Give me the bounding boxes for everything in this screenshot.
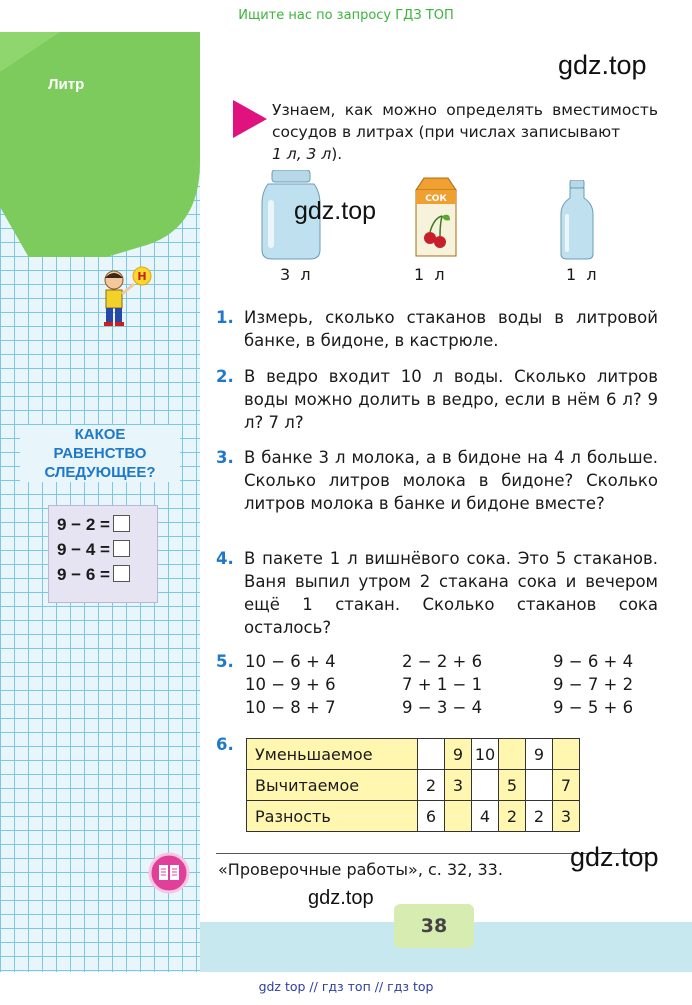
watermark: gdz.top: [558, 50, 647, 80]
answer-square: [113, 540, 130, 557]
section-title: Литр: [48, 76, 85, 93]
equation: 9 − 6 =: [57, 565, 110, 584]
answer-square: [113, 565, 130, 582]
watermark: gdz.top: [294, 197, 377, 225]
bottom-links[interactable]: gdz top // гдз топ // гдз top: [0, 972, 692, 1005]
task-1: [216, 306, 658, 352]
table-cell: 10: [472, 739, 499, 770]
table-cell: 2: [499, 801, 526, 832]
table-cell: 7: [553, 770, 580, 801]
table-cell: [418, 739, 445, 770]
watermark: gdz.top: [570, 842, 659, 872]
row-header: Уменьшаемое: [247, 739, 418, 770]
expression: 10 − 6 + 4: [245, 652, 336, 671]
table-cell: 6: [418, 801, 445, 832]
footer-note: «Проверочные работы», с. 32, 33.: [218, 860, 503, 879]
task-text: Измерь, сколько стаканов воды в литровой банке, в бидоне, в кастрюле.: [244, 308, 658, 350]
equation: 9 − 4 =: [57, 540, 110, 559]
equation-box: [48, 505, 158, 603]
book-icon: [148, 852, 190, 894]
intro-sentence: Узнаем, как можно определять вместимость сосудов в литрах (при числах записывают: [272, 101, 658, 141]
expression: 9 − 5 + 6: [553, 698, 634, 717]
table-cell: 2: [526, 801, 553, 832]
carton-label: СОК: [425, 194, 447, 204]
task-number: 6.: [216, 735, 234, 754]
expression: 9 − 6 + 4: [553, 652, 634, 671]
question-line: КАКОЕ: [74, 426, 126, 443]
table-row: [247, 801, 580, 832]
page-number: 38: [394, 904, 474, 948]
bottle-icon: [558, 180, 596, 260]
task-4: [216, 547, 658, 639]
table-cell: [445, 801, 472, 832]
task-number: 3.: [216, 448, 234, 467]
table-cell: 2: [418, 770, 445, 801]
table-cell: 3: [445, 770, 472, 801]
equation-row: [57, 539, 130, 561]
table-cell: [472, 770, 499, 801]
subtraction-table: [246, 738, 580, 832]
task-number: 1.: [216, 308, 234, 327]
question-line: СЛЕДУЮЩЕЕ?: [44, 464, 156, 481]
table-cell: [499, 739, 526, 770]
answer-square: [113, 515, 130, 532]
task-number: 4.: [216, 549, 234, 568]
juice-carton-icon: [410, 176, 462, 258]
equation-row: [57, 564, 130, 586]
table-cell: 3: [553, 801, 580, 832]
badge-letter: Н: [137, 270, 147, 283]
equation-row: [57, 514, 130, 536]
task-number: 5.: [216, 652, 234, 671]
vessel-label-carton: 1 л: [414, 265, 445, 284]
expression: 10 − 9 + 6: [245, 675, 336, 694]
sidebar-question: [20, 425, 180, 482]
expression: 9 − 3 − 4: [402, 698, 483, 717]
task-3: [216, 446, 658, 515]
top-banner[interactable]: Ищите нас по запросу ГДЗ ТОП: [238, 8, 454, 23]
vessel-label-bottle: 1 л: [566, 265, 597, 284]
intro-text: [272, 99, 658, 165]
intro-examples: 1 л, 3 л: [272, 145, 332, 163]
table-cell: 4: [472, 801, 499, 832]
expression: 9 − 7 + 2: [553, 675, 634, 694]
watermark: gdz.top: [308, 887, 374, 909]
table-cell: 5: [499, 770, 526, 801]
question-line: РАВЕНСТВО: [53, 445, 147, 462]
green-header-shape: [0, 32, 200, 257]
task-number: 2.: [216, 367, 234, 386]
task-2: [216, 365, 658, 434]
table-cell: [553, 739, 580, 770]
row-header: Вычитаемое: [247, 770, 418, 801]
boy-mascot-icon: [92, 266, 158, 332]
table-cell: 9: [526, 739, 553, 770]
table-row: [247, 739, 580, 770]
row-header: Разность: [247, 801, 418, 832]
task-text: В ведро входит 10 л воды. Сколько литров воды можно долить в ведро, если в нём 6 л? 9 л? 7 л?: [244, 367, 658, 432]
intro-end: ).: [331, 145, 343, 163]
expression: 10 − 8 + 7: [245, 698, 336, 717]
table-cell: 9: [445, 739, 472, 770]
table-cell: [526, 770, 553, 801]
equation: 9 − 2 =: [57, 515, 110, 534]
task-text: В пакете 1 л вишнёвого сока. Это 5 стаканов. Ваня выпил утром 2 стакана сока и вечером ещё 1 стакан. Сколько стаканов сока осталось?: [244, 549, 658, 637]
task-text: В банке 3 л молока, а в бидоне на 4 л больше. Сколько литров молока в бидоне? Сколько литров молока в банке и бидоне вместе?: [244, 448, 658, 513]
expression: 2 − 2 + 6: [402, 652, 483, 671]
pointer-triangle-icon: [233, 100, 267, 138]
table-row: [247, 770, 580, 801]
vessel-label-jar: 3 л: [280, 265, 311, 284]
expression: 7 + 1 − 1: [402, 675, 483, 694]
